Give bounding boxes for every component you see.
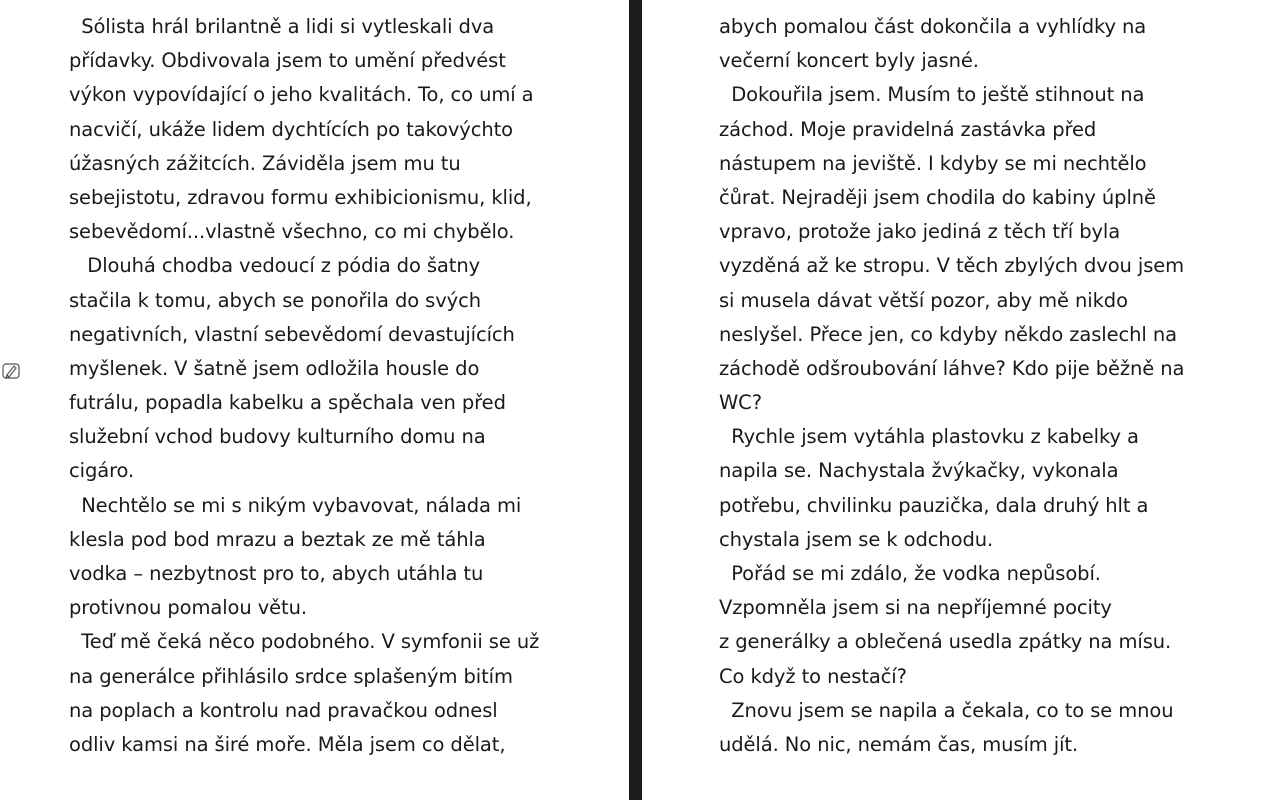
left-page <box>69 10 614 762</box>
right-page-line: neslyšel. Přece jen, co kdyby někdo zaslechl na <box>719 322 1177 346</box>
right-page-line: abych pomalou část dokončila a vyhlídky na <box>719 15 1147 38</box>
right-page-line: nástupem na jeviště. I kdyby se mi nechtělo <box>719 151 1147 175</box>
left-page-line: odliv kamsi na širé moře. Měla jsem co dělat, <box>69 732 506 756</box>
right-page-line: si musela dávat větší pozor, aby mě nikdo <box>719 288 1128 312</box>
left-page-line: myšlenek. V šatně jsem odložila housle do <box>69 356 480 380</box>
right-page-line: čůrat. Nejraději jsem chodila do kabiny úplně <box>719 185 1156 209</box>
left-page-line: úžasných zážitcích. Záviděla jsem mu tu <box>69 151 461 175</box>
left-page-line: cigáro. <box>69 459 135 483</box>
left-page-line: výkon vypovídající o jeho kvalitách. To, co umí a <box>69 83 534 107</box>
left-page-line: protivnou pomalou větu. <box>69 596 307 620</box>
left-page-line: futrálu, popadla kabelku a spěchala ven před <box>69 391 506 415</box>
left-page-line: sebevědomí...vlastně všechno, co mi chybělo. <box>69 220 515 244</box>
left-page-line: Sólista hrál brilantně a lidi si vytleskali dva <box>69 15 495 38</box>
right-page <box>719 10 1259 762</box>
right-page-line: večerní koncert byly jasné. <box>719 49 979 73</box>
right-page-line: z generálky a oblečená usedla zpátky na mísu. <box>719 630 1172 654</box>
left-page-line: na generálce přihlásilo srdce splašeným bitím <box>69 664 513 688</box>
book-spine-divider <box>629 0 642 800</box>
right-page-line: napila se. Nachystala žvýkačky, vykonala <box>719 459 1119 483</box>
right-page-line: WC? <box>719 391 762 415</box>
right-page-line: Rychle jsem vytáhla plastovku z kabelky a <box>719 425 1139 449</box>
right-page-line: udělá. No nic, nemám čas, musím jít. <box>719 732 1079 756</box>
left-page-line: nacvičí, ukáže lidem dychtících po takovýchto <box>69 117 513 141</box>
right-page-line: Znovu jsem se napila a čekala, co to se mnou <box>719 698 1174 722</box>
left-page-line: Nechtělo se mi s nikým vybavovat, nálada mi <box>69 493 522 517</box>
left-page-line: na poplach a kontrolu nad pravačkou odnesl <box>69 698 498 722</box>
right-page-line: chystala jsem se k odchodu. <box>719 527 994 551</box>
right-page-line: záchod. Moje pravidelná zastávka před <box>719 117 1097 141</box>
left-page-line: Dlouhá chodba vedoucí z pódia do šatny <box>69 254 481 278</box>
right-page-line: Pořád se mi zdálo, že vodka nepůsobí. <box>719 562 1101 585</box>
left-page-line: vodka – nezbytnost pro to, abych utáhla tu <box>69 562 484 585</box>
right-page-line: potřebu, chvilinku pauzička, dala druhý hlt a <box>719 493 1149 517</box>
right-page-line: Vzpomněla jsem si na nepříjemné pocity <box>719 596 1112 620</box>
right-page-line: Dokouřila jsem. Musím to ještě stihnout na <box>719 83 1145 107</box>
left-page-line: klesla pod bod mrazu a beztak ze mě táhla <box>69 527 486 551</box>
left-page-line: přídavky. Obdivovala jsem to umění předvést <box>69 49 506 73</box>
left-page-line: negativních, vlastní sebevědomí devastujících <box>69 322 515 346</box>
right-page-line: vpravo, protože jako jediná z těch tří byla <box>719 220 1121 244</box>
left-page-line: stačila k tomu, abych se ponořila do svých <box>69 288 482 312</box>
right-page-line: záchodě odšroubování láhve? Kdo pije běžně na <box>719 356 1185 380</box>
highlighter-pen-icon[interactable] <box>2 362 20 380</box>
left-page-line: Teď mě čeká něco podobného. V symfonii se už <box>69 630 540 654</box>
right-page-line: vyzděná až ke stropu. V těch zbylých dvou jsem <box>719 254 1185 278</box>
left-page-line: sebejistotu, zdravou formu exhibicionismu, klid, <box>69 185 532 209</box>
left-page-line: služební vchod budovy kulturního domu na <box>69 425 486 449</box>
right-page-line: Co když to nestačí? <box>719 664 907 688</box>
